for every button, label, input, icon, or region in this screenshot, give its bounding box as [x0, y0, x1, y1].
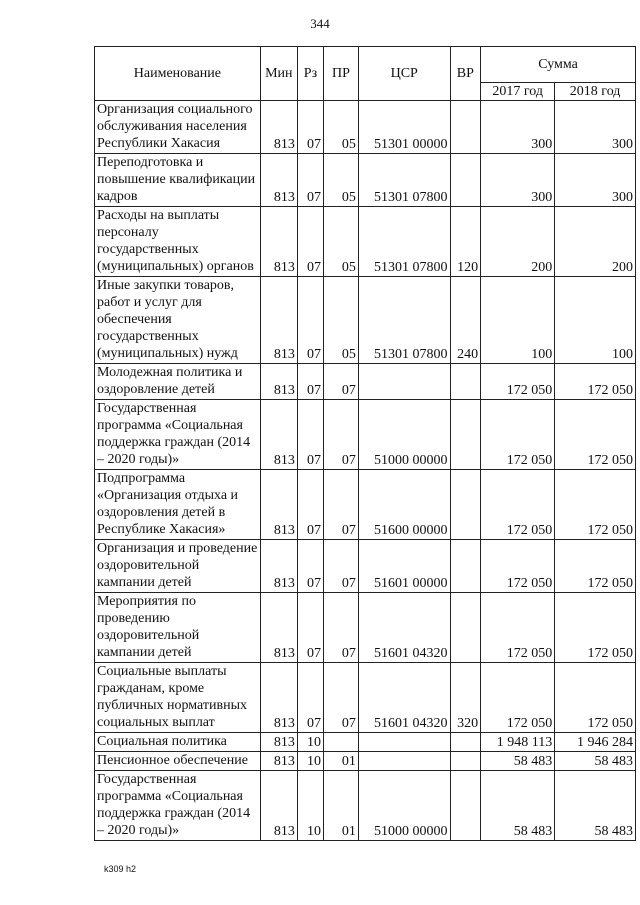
- table-row: [95, 593, 636, 663]
- cell-2017: 172 050: [481, 593, 555, 663]
- cell-2018: 172 050: [555, 364, 636, 400]
- cell-rz: 07: [297, 470, 323, 540]
- cell-min: 813: [260, 733, 297, 752]
- cell-rz: 07: [297, 400, 323, 470]
- table-row: [95, 277, 636, 364]
- cell-2018: 100: [555, 277, 636, 364]
- cell-2017: 200: [481, 207, 555, 277]
- cell-rz: 07: [297, 593, 323, 663]
- cell-rz: 07: [297, 207, 323, 277]
- cell-vr: 120: [450, 207, 481, 277]
- header-sum: Сумма: [481, 47, 636, 83]
- cell-name: Государственная программа «Социальная поддержка граждан (2014 – 2020 годы)»: [95, 400, 261, 470]
- cell-vr: 320: [450, 663, 481, 733]
- cell-vr: [450, 101, 481, 154]
- header-csr: ЦСР: [358, 47, 450, 101]
- cell-name: Пенсионное обеспечение: [95, 752, 261, 771]
- header-min: Мин: [260, 47, 297, 101]
- cell-csr: [358, 752, 450, 771]
- cell-2018: 300: [555, 154, 636, 207]
- table-row: [95, 154, 636, 207]
- table-row: [95, 752, 636, 771]
- cell-2017: 172 050: [481, 663, 555, 733]
- page-number: 344: [310, 16, 330, 31]
- cell-min: 813: [260, 470, 297, 540]
- cell-name: Социальная политика: [95, 733, 261, 752]
- header-name: Наименование: [95, 47, 261, 101]
- budget-table: [94, 46, 636, 841]
- header-year-2018: 2018 год: [555, 83, 636, 101]
- cell-vr: [450, 733, 481, 752]
- cell-min: 813: [260, 752, 297, 771]
- cell-vr: [450, 364, 481, 400]
- cell-2018: 200: [555, 207, 636, 277]
- cell-name: Организация и проведение оздоровительной кампании детей: [95, 540, 261, 593]
- cell-csr: 51000 00000: [358, 400, 450, 470]
- cell-rz: 07: [297, 540, 323, 593]
- cell-pr: 07: [324, 364, 359, 400]
- cell-2018: 172 050: [555, 540, 636, 593]
- cell-pr: [324, 733, 359, 752]
- cell-csr: 51601 04320: [358, 593, 450, 663]
- cell-vr: [450, 540, 481, 593]
- cell-csr: 51301 07800: [358, 154, 450, 207]
- cell-min: 813: [260, 101, 297, 154]
- cell-rz: 07: [297, 154, 323, 207]
- cell-rz: 07: [297, 101, 323, 154]
- cell-2018: 172 050: [555, 663, 636, 733]
- cell-vr: [450, 470, 481, 540]
- table-row: [95, 663, 636, 733]
- cell-2017: 172 050: [481, 400, 555, 470]
- cell-pr: 07: [324, 593, 359, 663]
- cell-rz: 10: [297, 752, 323, 771]
- cell-2017: 300: [481, 154, 555, 207]
- cell-pr: 07: [324, 663, 359, 733]
- table-row: [95, 207, 636, 277]
- header-rz: Рз: [297, 47, 323, 101]
- table-header: [95, 47, 636, 101]
- cell-rz: 07: [297, 663, 323, 733]
- cell-2017: 172 050: [481, 364, 555, 400]
- cell-pr: 05: [324, 277, 359, 364]
- cell-2017: 172 050: [481, 470, 555, 540]
- cell-2018: 172 050: [555, 400, 636, 470]
- cell-vr: [450, 771, 481, 841]
- cell-name: Государственная программа «Социальная поддержка граждан (2014 – 2020 годы)»: [95, 771, 261, 841]
- footer-code: k309 h2: [104, 864, 137, 874]
- cell-pr: 01: [324, 752, 359, 771]
- cell-min: 813: [260, 400, 297, 470]
- table-row: [95, 733, 636, 752]
- cell-name: Иные закупки товаров, работ и услуг для обеспечения государственных (муниципальных) нужд: [95, 277, 261, 364]
- cell-2017: 100: [481, 277, 555, 364]
- table-row: [95, 364, 636, 400]
- cell-rz: 07: [297, 364, 323, 400]
- cell-2018: 58 483: [555, 752, 636, 771]
- cell-csr: 51000 00000: [358, 771, 450, 841]
- cell-vr: 240: [450, 277, 481, 364]
- cell-pr: 07: [324, 470, 359, 540]
- cell-csr: [358, 364, 450, 400]
- cell-name: Переподготовка и повышение квалификации кадров: [95, 154, 261, 207]
- cell-2018: 58 483: [555, 771, 636, 841]
- cell-min: 813: [260, 663, 297, 733]
- cell-2017: 300: [481, 101, 555, 154]
- cell-csr: 51301 07800: [358, 207, 450, 277]
- table-row: [95, 540, 636, 593]
- cell-pr: 07: [324, 400, 359, 470]
- cell-name: Молодежная политика и оздоровление детей: [95, 364, 261, 400]
- cell-csr: [358, 733, 450, 752]
- cell-2018: 172 050: [555, 593, 636, 663]
- cell-2017: 172 050: [481, 540, 555, 593]
- cell-min: 813: [260, 540, 297, 593]
- cell-name: Мероприятия по проведению оздоровительной кампании детей: [95, 593, 261, 663]
- table-row: [95, 400, 636, 470]
- table-row: [95, 771, 636, 841]
- cell-vr: [450, 752, 481, 771]
- cell-rz: 07: [297, 277, 323, 364]
- cell-min: 813: [260, 771, 297, 841]
- cell-rz: 10: [297, 733, 323, 752]
- cell-min: 813: [260, 364, 297, 400]
- table-row: [95, 101, 636, 154]
- cell-csr: 51301 00000: [358, 101, 450, 154]
- cell-min: 813: [260, 593, 297, 663]
- table-row: [95, 470, 636, 540]
- header-pr: ПР: [324, 47, 359, 101]
- cell-2018: 300: [555, 101, 636, 154]
- cell-vr: [450, 400, 481, 470]
- cell-2018: 172 050: [555, 470, 636, 540]
- cell-csr: 51601 00000: [358, 540, 450, 593]
- cell-2017: 1 948 113: [481, 733, 555, 752]
- cell-rz: 10: [297, 771, 323, 841]
- cell-csr: 51301 07800: [358, 277, 450, 364]
- cell-name: Организация социального обслуживания населения Республики Хакасия: [95, 101, 261, 154]
- cell-pr: 05: [324, 101, 359, 154]
- cell-pr: 05: [324, 207, 359, 277]
- cell-vr: [450, 154, 481, 207]
- table-body: [95, 101, 636, 841]
- cell-vr: [450, 593, 481, 663]
- cell-csr: 51601 04320: [358, 663, 450, 733]
- header-vr: ВР: [450, 47, 481, 101]
- cell-2017: 58 483: [481, 752, 555, 771]
- cell-pr: 05: [324, 154, 359, 207]
- cell-name: Расходы на выплаты персоналу государственных (муниципальных) органов: [95, 207, 261, 277]
- cell-2018: 1 946 284: [555, 733, 636, 752]
- cell-name: Подпрограмма «Организация отдыха и оздоровления детей в Республике Хакасия»: [95, 470, 261, 540]
- cell-min: 813: [260, 207, 297, 277]
- cell-pr: 01: [324, 771, 359, 841]
- cell-2017: 58 483: [481, 771, 555, 841]
- cell-csr: 51600 00000: [358, 470, 450, 540]
- cell-min: 813: [260, 154, 297, 207]
- cell-name: Социальные выплаты гражданам, кроме публичных нормативных социальных выплат: [95, 663, 261, 733]
- cell-pr: 07: [324, 540, 359, 593]
- header-year-2017: 2017 год: [481, 83, 555, 101]
- cell-min: 813: [260, 277, 297, 364]
